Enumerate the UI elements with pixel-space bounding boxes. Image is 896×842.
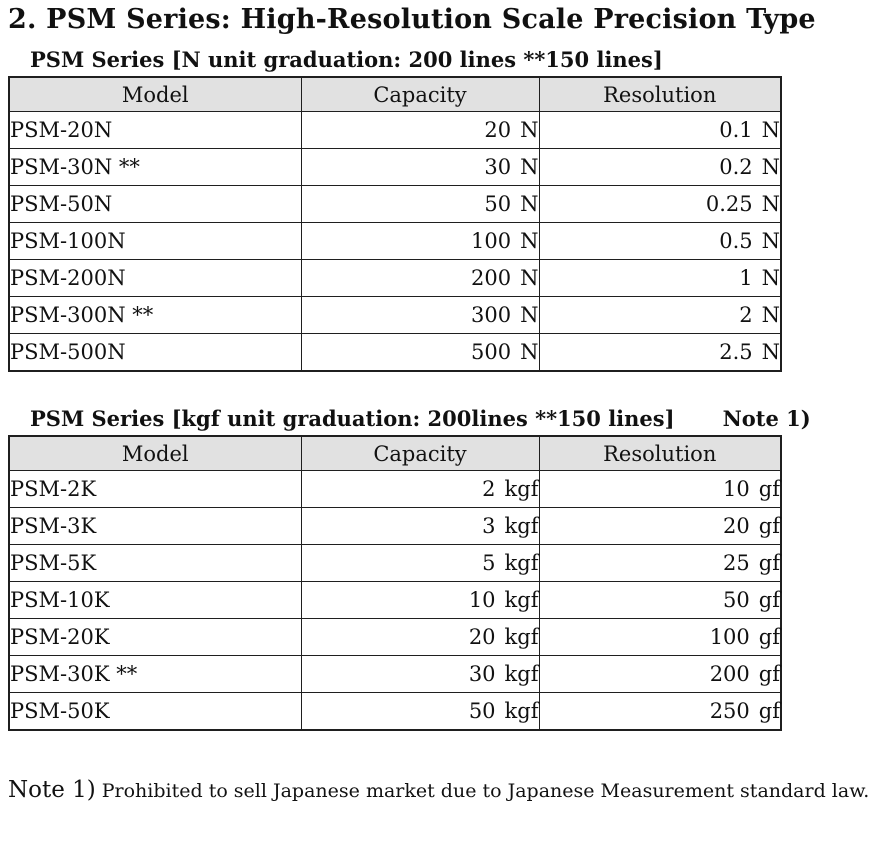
- footnote-label: Note 1): [8, 777, 96, 803]
- capacity-cell: 20 kgf: [301, 619, 539, 656]
- model-cell: PSM-300N **: [9, 297, 301, 334]
- model-cell: PSM-100N: [9, 223, 301, 260]
- resolution-cell: 2 N: [539, 297, 781, 334]
- table-row: [9, 112, 781, 149]
- capacity-cell: 300 N: [301, 297, 539, 334]
- resolution-cell: 10 gf: [539, 471, 781, 508]
- table-row: [9, 582, 781, 619]
- capacity-cell: 5 kgf: [301, 545, 539, 582]
- resolution-cell: 0.5 N: [539, 223, 781, 260]
- capacity-cell: 200 N: [301, 260, 539, 297]
- capacity-cell: 30 N: [301, 149, 539, 186]
- resolution-cell: 250 gf: [539, 693, 781, 731]
- table-row: [9, 186, 781, 223]
- spec-table-n-unit: [8, 76, 782, 372]
- model-cell: PSM-10K: [9, 582, 301, 619]
- resolution-cell: 2.5 N: [539, 334, 781, 372]
- table-header-row: [9, 436, 781, 471]
- table-header-row: [9, 77, 781, 112]
- table-row: [9, 223, 781, 260]
- table-row: [9, 619, 781, 656]
- model-cell: PSM-2K: [9, 471, 301, 508]
- resolution-cell: 0.2 N: [539, 149, 781, 186]
- table-row: [9, 545, 781, 582]
- table-row: [9, 149, 781, 186]
- model-cell: PSM-30K **: [9, 656, 301, 693]
- model-cell: PSM-30N **: [9, 149, 301, 186]
- caption-note-ref: Note 1): [722, 406, 811, 431]
- resolution-cell: 25 gf: [539, 545, 781, 582]
- model-cell: PSM-5K: [9, 545, 301, 582]
- model-cell: PSM-50K: [9, 693, 301, 731]
- footnote-text: Prohibited to sell Japanese market due to Japanese Measurement standard law.: [101, 780, 870, 802]
- column-header-model: Model: [9, 77, 301, 112]
- capacity-cell: 2 kgf: [301, 471, 539, 508]
- table-body-kgf-unit: [9, 471, 781, 731]
- table-row: [9, 334, 781, 372]
- table-caption-n-unit: PSM Series [N unit graduation: 200 lines **150 lines]: [30, 47, 663, 72]
- resolution-cell: 100 gf: [539, 619, 781, 656]
- footnote: [8, 777, 896, 803]
- model-cell: PSM-3K: [9, 508, 301, 545]
- column-header-resolution: Resolution: [539, 77, 781, 112]
- model-cell: PSM-200N: [9, 260, 301, 297]
- capacity-cell: 10 kgf: [301, 582, 539, 619]
- column-header-capacity: Capacity: [301, 77, 539, 112]
- column-header-resolution: Resolution: [539, 436, 781, 471]
- table-row: [9, 693, 781, 731]
- table-caption-row-n-unit: [30, 47, 896, 72]
- capacity-cell: 3 kgf: [301, 508, 539, 545]
- spacer: [0, 372, 896, 394]
- table-caption-kgf-unit: PSM Series [kgf unit graduation: 200lines **150 lines]: [30, 406, 675, 431]
- capacity-cell: 30 kgf: [301, 656, 539, 693]
- table-caption-row-kgf-unit: [30, 406, 896, 431]
- table-body-n-unit: [9, 112, 781, 372]
- capacity-cell: 20 N: [301, 112, 539, 149]
- model-cell: PSM-20K: [9, 619, 301, 656]
- table-row: [9, 260, 781, 297]
- table-row: [9, 471, 781, 508]
- resolution-cell: 200 gf: [539, 656, 781, 693]
- model-cell: PSM-500N: [9, 334, 301, 372]
- spec-table-kgf-unit: [8, 435, 782, 731]
- resolution-cell: 0.1 N: [539, 112, 781, 149]
- model-cell: PSM-20N: [9, 112, 301, 149]
- column-header-model: Model: [9, 436, 301, 471]
- capacity-cell: 50 N: [301, 186, 539, 223]
- capacity-cell: 500 N: [301, 334, 539, 372]
- table-row: [9, 297, 781, 334]
- model-cell: PSM-50N: [9, 186, 301, 223]
- capacity-cell: 100 N: [301, 223, 539, 260]
- page-title: 2. PSM Series: High-Resolution Scale Precision Type: [8, 4, 816, 35]
- resolution-cell: 0.25 N: [539, 186, 781, 223]
- table-row: [9, 508, 781, 545]
- table-row: [9, 656, 781, 693]
- resolution-cell: 20 gf: [539, 508, 781, 545]
- capacity-cell: 50 kgf: [301, 693, 539, 731]
- column-header-capacity: Capacity: [301, 436, 539, 471]
- resolution-cell: 1 N: [539, 260, 781, 297]
- resolution-cell: 50 gf: [539, 582, 781, 619]
